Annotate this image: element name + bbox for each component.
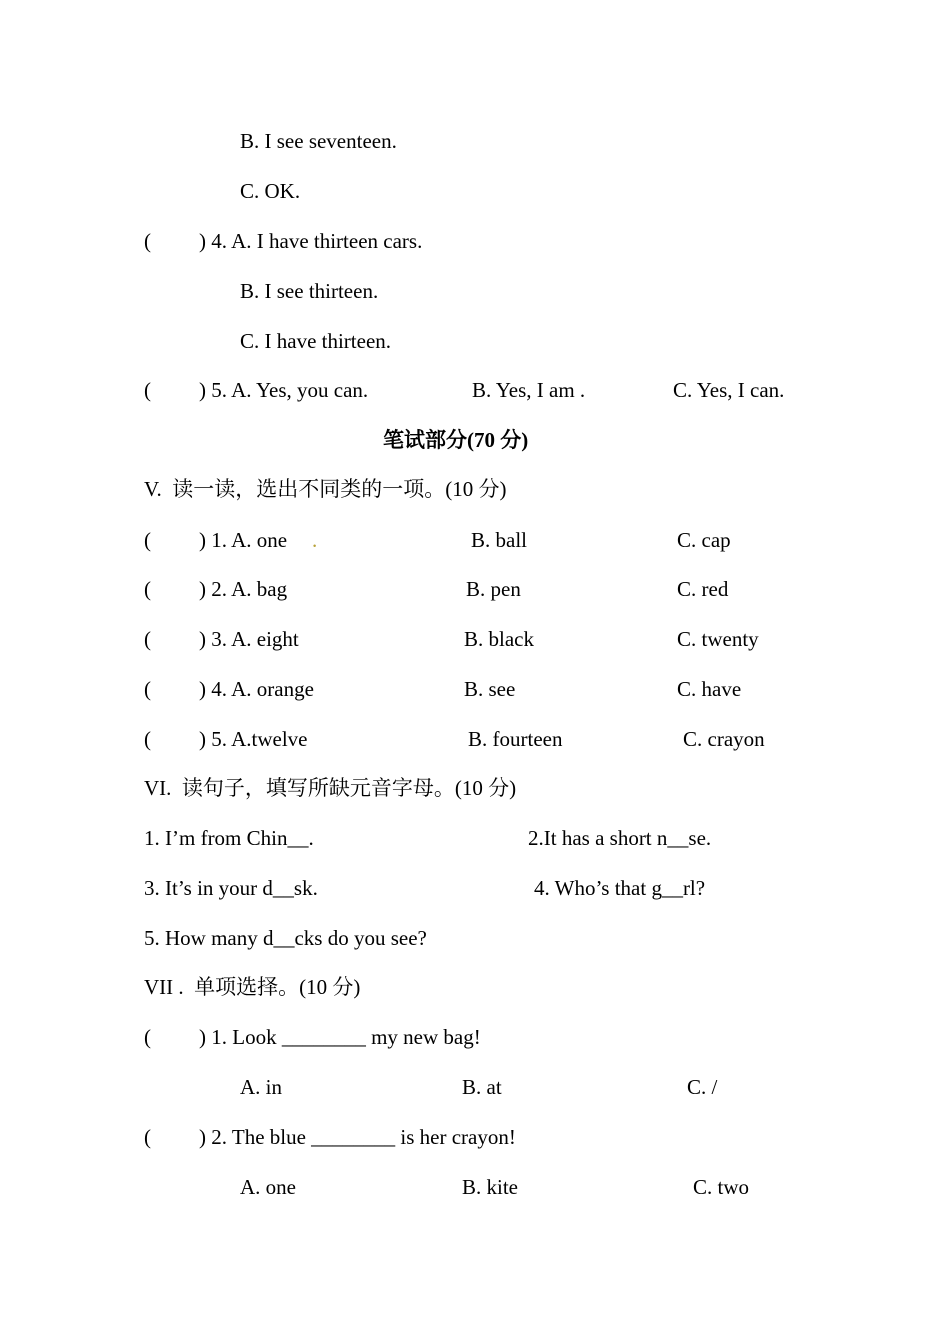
option-text: B. ball [471, 528, 527, 552]
option-text: B. I see thirteen. [240, 279, 379, 303]
option-text: B. I see seventeen. [240, 129, 397, 153]
option-text: C. cap [677, 528, 731, 552]
question-text: 5. How many d__cks do you see? [144, 926, 427, 950]
answer-paren: ( [144, 378, 151, 402]
option-text: B. black [464, 627, 534, 651]
option-text: B. at [462, 1075, 502, 1099]
option-text: A. one [240, 1175, 296, 1199]
question-text: ) 1. Look ________ my new bag! [199, 1025, 481, 1049]
answer-paren: ( [144, 1125, 151, 1149]
answer-paren: ( [144, 727, 151, 751]
option-text: B. pen [466, 577, 521, 601]
answer-paren: ( [144, 1025, 151, 1049]
option-text: ) 3. A. eight [199, 627, 299, 651]
option-text: C. OK. [240, 179, 301, 203]
option-text: B. fourteen [468, 727, 563, 751]
option-text: C. two [693, 1175, 750, 1199]
answer-paren: ( [144, 229, 151, 253]
option-text: ) 1. A. one [199, 528, 288, 552]
option-text: C. have [677, 677, 742, 701]
option-text: ) 4. A. orange [199, 677, 314, 701]
option-text: ) 5. A.twelve [199, 727, 308, 751]
option-text: B. see [464, 677, 516, 701]
question-text: 3. It’s in your d__sk. [144, 876, 318, 900]
option-text: ) 5. A. Yes, you can. [199, 378, 369, 402]
answer-paren: ( [144, 577, 151, 601]
answer-paren: ( [144, 627, 151, 651]
question-text: ) 2. The blue ________ is her crayon! [199, 1125, 516, 1149]
section-title: 笔试部分(70 分) [383, 428, 529, 452]
answer-paren: ( [144, 677, 151, 701]
option-text: A. in [240, 1075, 282, 1099]
answer-paren: ( [144, 528, 151, 552]
question-text: 2.It has a short n__se. [528, 826, 712, 850]
section-heading: VI. 读句子，填写所缺元音字母。(10 分) [144, 776, 517, 800]
option-text: C. red [677, 577, 729, 601]
stray-mark: . [312, 528, 318, 552]
section-heading: V. 读一读，选出不同类的一项。(10 分) [144, 477, 507, 501]
option-text: C. Yes, I can. [673, 378, 785, 402]
option-text: C. twenty [677, 627, 759, 651]
option-text: C. crayon [683, 727, 765, 751]
option-text: C. I have thirteen. [240, 329, 392, 353]
option-text: C. / [687, 1075, 718, 1099]
question-text: ) 4. A. I have thirteen cars. [199, 229, 423, 253]
question-text: 1. I’m from Chin__. [144, 826, 314, 850]
section-heading: VII . 单项选择。(10 分) [144, 975, 361, 999]
option-text: B. kite [462, 1175, 518, 1199]
option-text: ) 2. A. bag [199, 577, 288, 601]
question-text: 4. Who’s that g__rl? [534, 876, 706, 900]
option-text: B. Yes, I am . [472, 378, 586, 402]
